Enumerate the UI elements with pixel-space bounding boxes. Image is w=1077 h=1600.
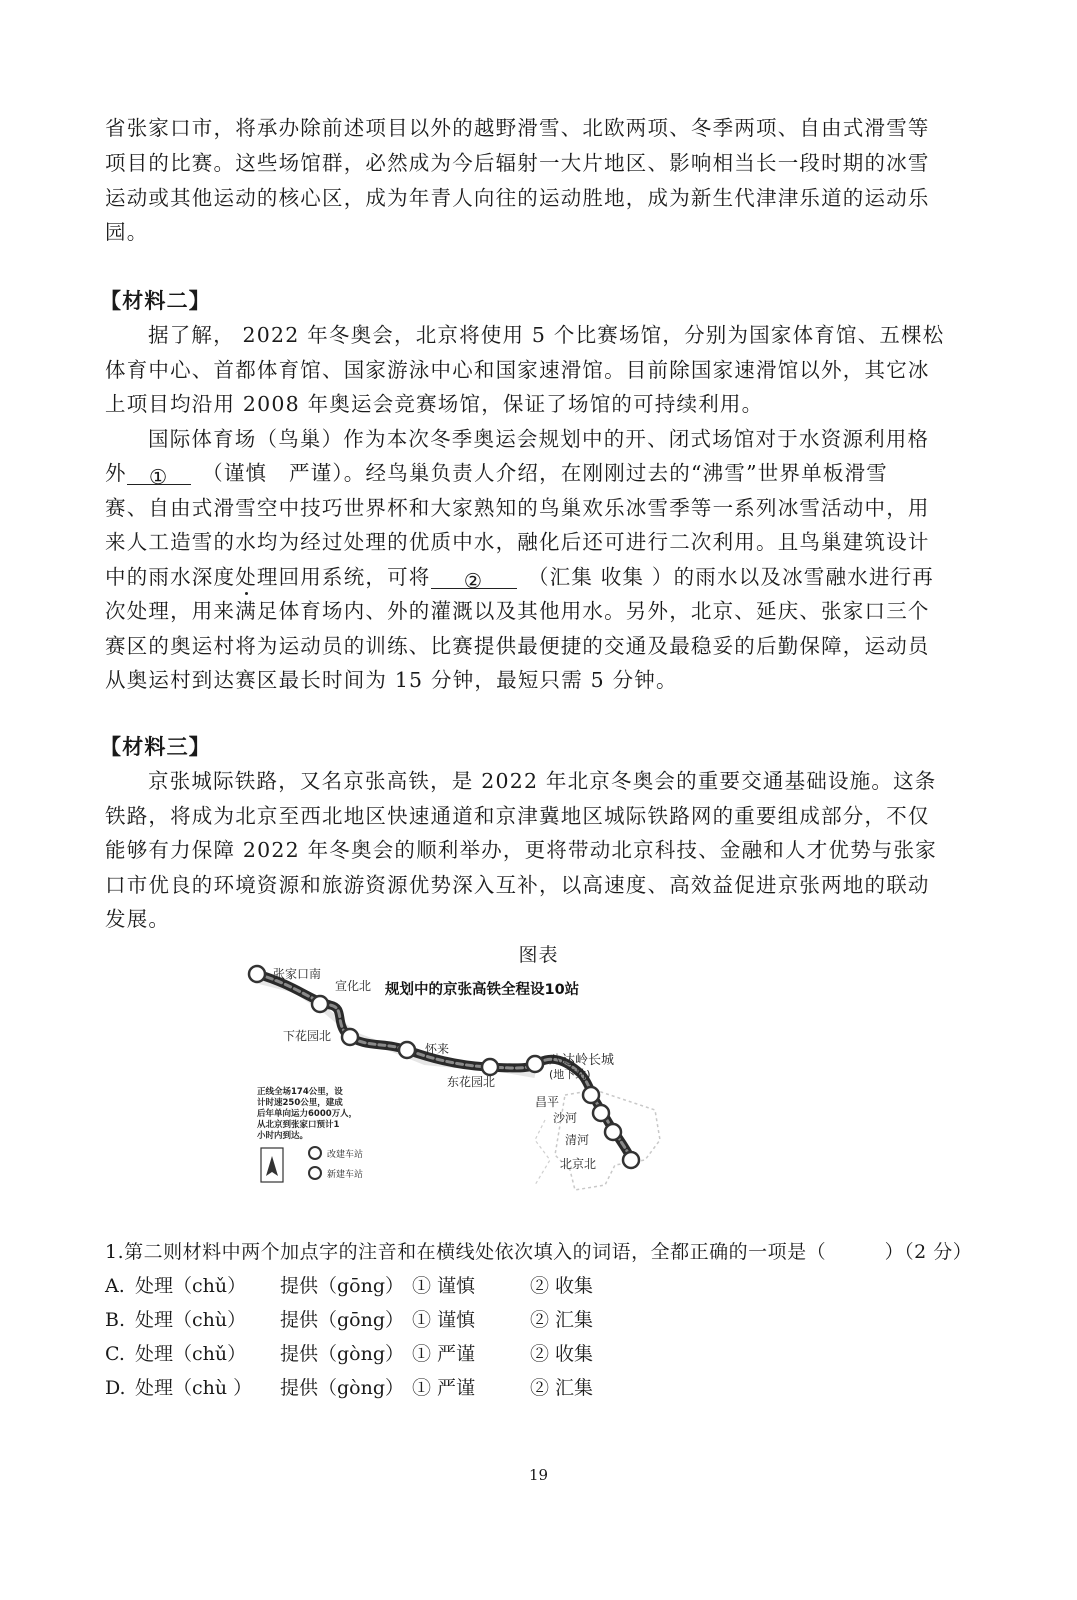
- legend-rebuilt-marker: [309, 1147, 321, 1159]
- material3-line-5: 发展。: [105, 907, 171, 931]
- option-word-2: 提供（gòng）: [280, 1343, 405, 1365]
- material2-p2-line-1: 国际体育场（鸟巢）作为本次冬季奥运会规划中的开、闭式场馆对于水资源利用格: [148, 427, 930, 451]
- para1-line-4: 园。: [105, 220, 149, 244]
- material3-heading: 【材料三】: [100, 734, 211, 759]
- option-word-4: ② 收集: [530, 1343, 594, 1365]
- line-text: （谨慎 严谨）。经鸟巢负责人介绍，在刚刚过去的“沸雪”世界单板滑雪: [212, 461, 888, 485]
- station-marker: [623, 1152, 639, 1168]
- map-title: 规划中的京张高铁全程设10站: [385, 982, 580, 998]
- option-letter: B.: [105, 1309, 126, 1331]
- option-word-1: 处理（chǔ）: [135, 1275, 247, 1297]
- option-letter: C.: [105, 1343, 125, 1365]
- station-marker: [399, 1042, 415, 1058]
- blank-2: ②: [431, 566, 517, 589]
- material3-line-3: 能够有力保障 2022 年冬奥会的顺利举办，更将带动北京科技、金融和人才优势与张家: [105, 838, 937, 862]
- legend-rebuilt-label: 改建车站: [327, 1150, 364, 1160]
- option-word-2: 提供（gòng）: [280, 1377, 405, 1399]
- station-marker: [593, 1105, 609, 1121]
- blank-1: ①: [127, 462, 191, 485]
- line-text: （汇集 收集 ）的雨水以及冰雪融水进行再: [538, 565, 935, 589]
- info-line: 后年单向运力6000万人，: [257, 1109, 358, 1119]
- para1-line-2: 项目的比赛。这些场馆群，必然成为今后辐射一大片地区、影响相当长一段时期的冰雪: [105, 151, 930, 175]
- page-number: 19: [528, 1466, 549, 1484]
- material3-line-1: 京张城际铁路，又名京张高铁，是 2022 年北京冬奥会的重要交通基础设施。这条: [148, 769, 937, 793]
- station-note: (地下站): [549, 1068, 591, 1081]
- option-word-4: ② 收集: [530, 1275, 594, 1297]
- material2-p2-line-3: 赛、自由式滑雪空中技巧世界杯和大家熟知的鸟巢欢乐冰雪季等一系列冰雪活动中，用: [105, 496, 930, 520]
- line-text: 外: [105, 461, 127, 485]
- material2-p1-line-1: 据了解， 2022 年冬奥会，北京将使用 5 个比赛场馆，分别为国家体育馆、五棵松: [148, 323, 945, 347]
- material2-p2-line-5: [105, 562, 955, 592]
- para1-line-1: 省张家口市，将承办除前述项目以外的越野滑雪、北欧两项、冬季两项、自由式滑雪等: [105, 116, 930, 140]
- region-outline: [535, 1120, 550, 1185]
- station-label: 八达岭长城: [549, 1053, 615, 1068]
- figure-caption: 图表: [518, 944, 559, 966]
- option-word-4: ② 汇集: [530, 1377, 594, 1399]
- station-label: 宣化北: [335, 979, 372, 993]
- line-text: 中的雨水深度: [105, 565, 236, 589]
- station-marker: [583, 1087, 599, 1103]
- option-word-3: ① 严谨: [412, 1343, 476, 1365]
- material2-p2-line-6: 次处理，用来满足体育场内、外的灌溉以及其他用水。另外，北京、延庆、张家口三个: [105, 599, 930, 623]
- material2-p1-line-2: 体育中心、首都体育馆、国家游泳中心和国家速滑馆。目前除国家速滑馆以外，其它冰: [105, 358, 930, 382]
- line-text: 理回用系统，可将: [256, 565, 431, 589]
- station-label: 沙河: [553, 1111, 578, 1125]
- option-word-1: 处理（chǔ）: [135, 1343, 247, 1365]
- info-line: 正线全场174公里，设: [257, 1087, 343, 1097]
- station-label: 下花园北: [283, 1029, 332, 1043]
- option-word-3: ① 谨慎: [412, 1275, 476, 1297]
- railway-map: [235, 960, 665, 1200]
- station-marker: [527, 1056, 543, 1072]
- option-word-4: ② 汇集: [530, 1309, 594, 1331]
- station-marker: [482, 1059, 498, 1075]
- material3-line-2: 铁路，将成为北京至西北地区快速通道和京津冀地区城际铁路网的重要组成部分，不仅: [105, 804, 930, 828]
- option-word-3: ① 严谨: [412, 1377, 476, 1399]
- station-label: 张家口南: [273, 967, 322, 981]
- material2-p1-line-3: 上项目均沿用 2008 年奥运会竞赛场馆，保证了场馆的可持续利用。: [105, 392, 764, 416]
- info-line: 从北京到张家口预计1: [257, 1120, 340, 1130]
- option-word-3: ① 谨慎: [412, 1309, 476, 1331]
- station-marker: [605, 1124, 621, 1140]
- station-label: 东花园北: [447, 1075, 496, 1089]
- material2-p2-line-8: 从奥运村到达赛区最长时间为 15 分钟，最短只需 5 分钟。: [105, 668, 678, 692]
- station-label: 怀来: [425, 1042, 450, 1056]
- station-marker: [249, 966, 265, 982]
- material2-heading: 【材料二】: [100, 288, 211, 313]
- material3-line-4: 口市优良的环境资源和旅游资源优势深入互补，以高速度、高效益促进京张两地的联动: [105, 873, 930, 897]
- material2-p2-line-2: [105, 458, 955, 488]
- station-marker: [312, 996, 328, 1012]
- question-stem: 1.第二则材料中两个加点字的注音和在横线处依次填入的词语，全都正确的一项是（ ）（2 分）: [105, 1241, 973, 1263]
- station-marker: [342, 1029, 358, 1045]
- para1-line-3: 运动或其他运动的核心区，成为年青人向往的运动胜地，成为新生代津津乐道的运动乐: [105, 186, 930, 210]
- legend-new-marker: [309, 1167, 321, 1179]
- station-label: 昌平: [535, 1095, 560, 1109]
- option-letter: A.: [105, 1275, 125, 1297]
- option-word-2: 提供（gōng）: [280, 1309, 405, 1331]
- material2-p2-line-4: 来人工造雪的水均为经过处理的优质中水，融化后还可进行二次利用。且鸟巢建筑设计: [105, 530, 930, 554]
- option-word-1: 处理（chù ）: [135, 1377, 253, 1399]
- option-word-1: 处理（chù）: [135, 1309, 247, 1331]
- option-letter: D.: [105, 1377, 126, 1399]
- material2-p2-line-7: 赛区的奥运村将为运动员的训练、比赛提供最便捷的交通及最稳妥的后勤保障，运动员: [105, 634, 930, 658]
- station-label: 北京北: [560, 1157, 597, 1171]
- info-line: 小时内到达。: [257, 1131, 309, 1141]
- legend-new-label: 新建车站: [327, 1170, 364, 1180]
- station-label: 清河: [565, 1133, 590, 1147]
- info-line: 计时速250公里，建成: [257, 1098, 343, 1108]
- option-word-2: 提供（gōng）: [280, 1275, 405, 1297]
- dotted-char: 处: [235, 565, 257, 589]
